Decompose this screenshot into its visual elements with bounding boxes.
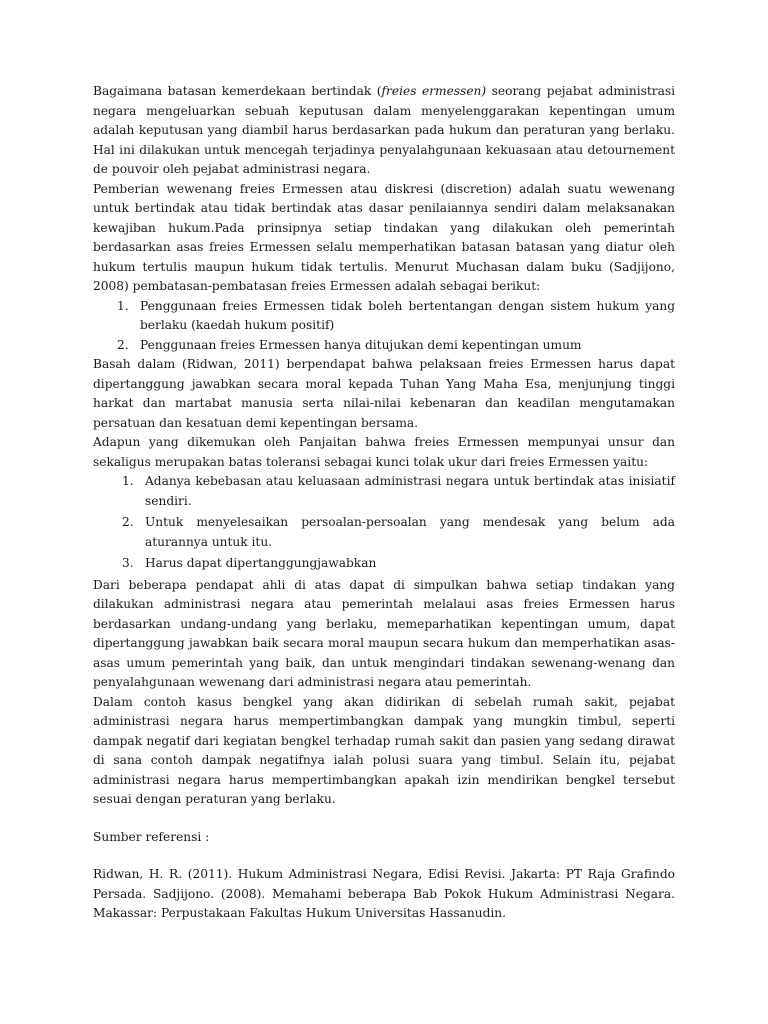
document-page	[93, 82, 675, 924]
list-item-text: Penggunaan freies Ermessen hanya ditujukan demi kepentingan umum	[140, 337, 582, 352]
freies-ermessen-italic: freies ermessen)	[381, 84, 487, 98]
spacer	[93, 810, 675, 828]
spacer	[93, 847, 675, 865]
list-item-number: 2.	[122, 515, 134, 529]
list-item-number: 2.	[117, 337, 129, 352]
list-item	[93, 513, 675, 552]
limitations-list	[93, 297, 675, 356]
list-item	[93, 336, 675, 356]
list-item	[93, 554, 675, 574]
list-item	[93, 472, 675, 511]
paragraph-1	[93, 82, 675, 180]
list-item-text: Harus dapat dipertanggungjawabkan	[145, 556, 377, 570]
list-item-text: Untuk menyelesaikan persoalan-persoalan yang mendesak yang belum ada aturannya untuk itu.	[145, 515, 675, 549]
paragraph-6: Dalam contoh kasus bengkel yang akan didirikan di sebelah rumah sakit, pejabat administrasi negara harus mempertimbangkan dampak yang mungkin timbul, seperti dampak negatif dari kegiatan bengkel terhadap rumah sakit dan pasien yang sedang dirawat di sana contoh dampak negatifnya ialah polusi suara yang timbul. Selain itu, pejabat administrasi negara harus mempertimbangkan apakah izin mendirikan bengkel tersebut sesuai dengan peraturan yang berlaku.	[93, 694, 675, 806]
list-item-number: 1.	[117, 298, 129, 313]
list-item	[93, 297, 675, 336]
elements-list	[93, 472, 675, 574]
paragraph-2: Pemberian wewenang freies Ermessen atau diskresi (discretion) adalah suatu wewenang untuk bertindak atau tidak bertindak atas dasar penilaiannya sendiri dalam melaksanakan kewajiban hukum.Pada prinsipnya setiap tindakan yang dilakukan oleh pemerintah berdasarkan asas freies Ermessen selalu memperhatikan batasan batasan yang diatur oleh hukum tertulis maupun hukum tidak tertulis. Menurut Muchasan dalam buku (Sadjijono, 2008) pembatasan-pembatasan freies Ermessen adalah sebagai berikut:	[93, 181, 675, 293]
list-item-number: 1.	[122, 474, 134, 488]
paragraph-3: Basah dalam (Ridwan, 2011) berpendapat bahwa pelaksaan freies Ermessen harus dapat dipertanggung jawabkan secara moral kepada Tuhan Yang Maha Esa, menjunjung tinggi harkat dan martabat manusia serta nilai-nilai kebenaran dan keadilan mengutamakan persatuan dan kesatuan demi kepentingan bersama.	[93, 357, 675, 430]
paragraph-5: Dari beberapa pendapat ahli di atas dapat di simpulkan bahwa setiap tindakan yang dilakukan administrasi negara atau pemerintah melalaui asas freies Ermessen harus berdasarkan undang-undang yang berlaku, memeparhatikan kepentingan umum, dapat dipertanggung jawabkan baik secara moral maupun secara hukum dan memperhatikan asas-asas umum pemerintah yang baik, dan untuk mengindari tindakan sewenang-wenang dan penyalahgunaan wewenang dari administrasi negara atau pemerintah.	[93, 577, 675, 689]
paragraph-1-start: Bagaimana batasan kemerdekaan bertindak (	[93, 84, 382, 98]
references-heading: Sumber referensi :	[93, 829, 210, 844]
list-item-number: 3.	[122, 556, 134, 570]
paragraph-4: Adapun yang dikemukan oleh Panjaitan bahwa freies Ermessen mempunyai unsur dan sekaligus merupakan batas toleransi sebagai kunci tolak ukur dari freies Ermessen yaitu:	[93, 435, 675, 469]
paragraph-1-end: seorang pejabat administrasi negara mengeluarkan sebuah keputusan dalam menyelenggarakan kepentingan umum adalah keputusan yang diambil harus berdasarkan pada hukum dan peraturan yang berlaku. Hal ini dilakukan untuk mencegah terjadinya penyalahgunaan kekuasaan atau detournement de pouvoir oleh pejabat administrasi negara.	[93, 84, 675, 176]
list-item-text: Adanya kebebasan atau keluasaan administrasi negara untuk bertindak atas inisiatif sendiri.	[145, 474, 675, 508]
references-text: Ridwan, H. R. (2011). Hukum Administrasi Negara, Edisi Revisi. Jakarta: PT Raja Grafindo Persada. Sadjijono. (2008). Memahami beberapa Bab Pokok Hukum Administrasi Negara. Makassar: Perpustakaan Fakultas Hukum Universitas Hassanudin.	[93, 867, 675, 920]
list-item-text: Penggunaan freies Ermessen tidak boleh bertentangan dengan sistem hukum yang berlaku (kaedah hukum positif)	[140, 298, 675, 332]
